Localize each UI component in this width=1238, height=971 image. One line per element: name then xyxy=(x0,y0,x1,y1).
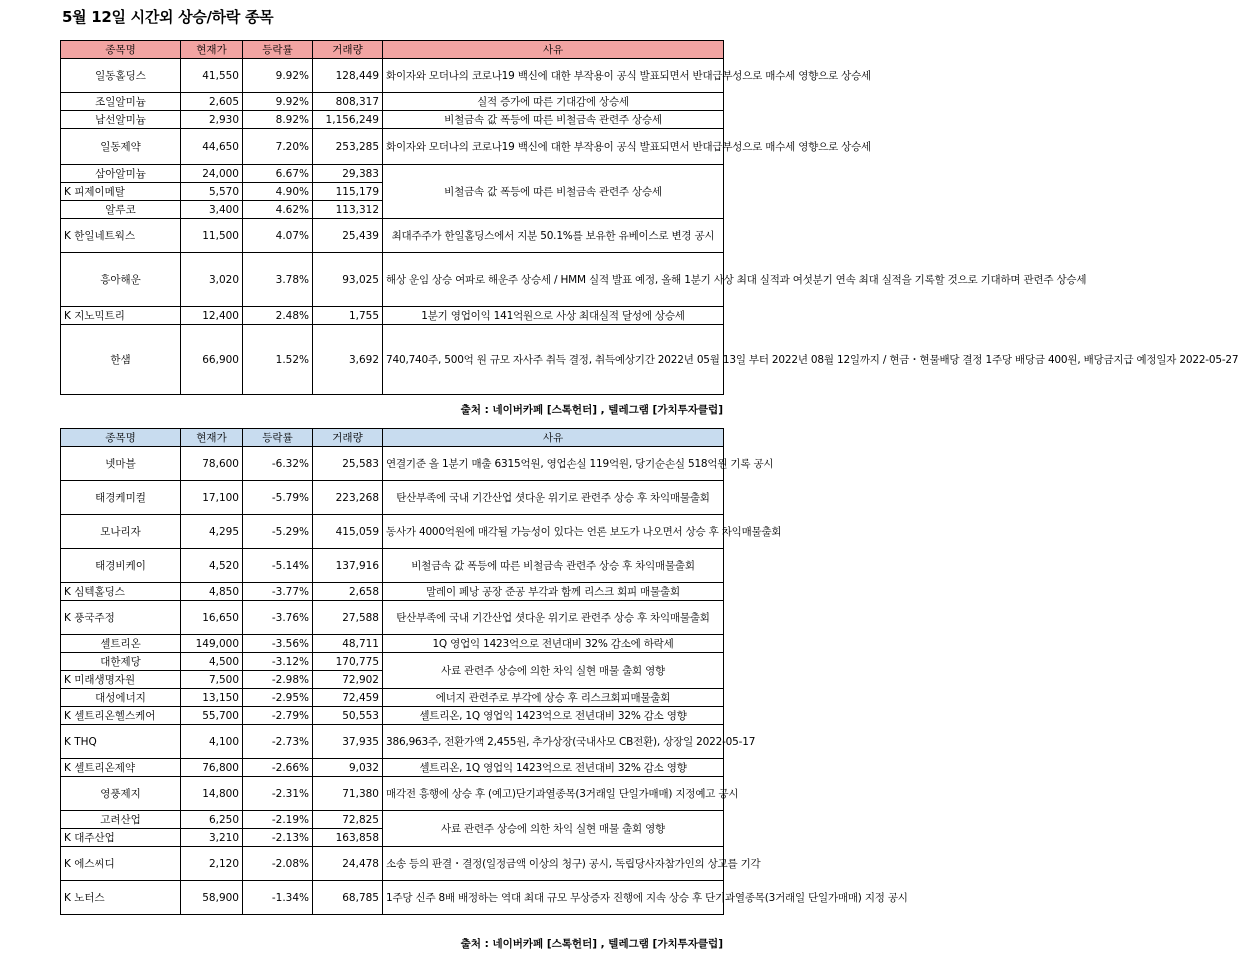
stock-rate: 1.52% xyxy=(243,325,313,395)
stock-price: 58,900 xyxy=(181,881,243,915)
stock-rate: -2.95% xyxy=(243,689,313,707)
stock-rate: 9.92% xyxy=(243,93,313,111)
stock-name: K 셀트리온헬스케어 xyxy=(61,707,181,725)
stock-rate: 3.78% xyxy=(243,253,313,307)
table-row xyxy=(61,219,724,253)
stock-volume: 2,658 xyxy=(313,583,383,601)
stock-volume: 71,380 xyxy=(313,777,383,811)
table-row xyxy=(61,93,724,111)
stock-rate: 7.20% xyxy=(243,129,313,165)
stock-rate: -2.73% xyxy=(243,725,313,759)
stock-rate: -3.12% xyxy=(243,653,313,671)
stock-rate: -3.77% xyxy=(243,583,313,601)
stock-price: 4,295 xyxy=(181,515,243,549)
source-credit: 출처 : 네이버카페 [스톡헌터] , 텔레그램 [가치투자클럽] xyxy=(460,404,723,416)
table-row xyxy=(61,601,724,635)
stock-name: 일동제약 xyxy=(61,129,181,165)
table-row xyxy=(61,165,724,183)
stock-price: 4,500 xyxy=(181,653,243,671)
table-row xyxy=(61,481,724,515)
stock-price: 3,020 xyxy=(181,253,243,307)
stock-name: K 한일네트웍스 xyxy=(61,219,181,253)
stock-price: 44,650 xyxy=(181,129,243,165)
stock-volume: 48,711 xyxy=(313,635,383,653)
stock-rate: -5.29% xyxy=(243,515,313,549)
stock-rate: -3.56% xyxy=(243,635,313,653)
source-credit: 출처 : 네이버카페 [스톡헌터] , 텔레그램 [가치투자클럽] xyxy=(460,938,723,950)
stock-price: 12,400 xyxy=(181,307,243,325)
stock-volume: 27,588 xyxy=(313,601,383,635)
table-row xyxy=(61,583,724,601)
stock-rate: 9.92% xyxy=(243,59,313,93)
stock-reason: 1주당 신주 8배 배정하는 역대 최대 규모 무상증자 진행에 지속 상승 후 단기과열종목(3거래일 단일가매매) 지정 공시 xyxy=(383,881,724,915)
stock-name: 태경케미컬 xyxy=(61,481,181,515)
header-reason: 사유 xyxy=(383,41,724,59)
table-row xyxy=(61,707,724,725)
stock-reason: 실적 증가에 따른 기대감에 상승세 xyxy=(383,93,724,111)
stock-name: 모나리자 xyxy=(61,515,181,549)
stock-price: 16,650 xyxy=(181,601,243,635)
stock-reason: 해상 운임 상승 여파로 해운주 상승세 / HMM 실적 발표 예정, 올해 1분기 사상 최대 실적과 여섯분기 연속 최대 실적을 기록할 것으로 기대하며 관련주 상승세 xyxy=(383,253,724,307)
stock-reason: 비철금속 값 폭등에 따른 비철금속 관련주 상승세 xyxy=(383,111,724,129)
stock-volume: 68,785 xyxy=(313,881,383,915)
stock-volume: 415,059 xyxy=(313,515,383,549)
stock-volume: 808,317 xyxy=(313,93,383,111)
stock-reason: 매각전 흥행에 상승 후 (예고)단기과열종목(3거래일 단일가매매) 지정예고 공시 xyxy=(383,777,724,811)
table-row xyxy=(61,325,724,395)
stock-reason: 탄산부족에 국내 기간산업 셧다운 위기로 관련주 상승 후 차익매물출회 xyxy=(383,481,724,515)
stock-reason: 최대주주가 한일홀딩스에서 지분 50.1%를 보유한 유베이스로 변경 공시 xyxy=(383,219,724,253)
stock-price: 11,500 xyxy=(181,219,243,253)
stock-name: 태경비케이 xyxy=(61,549,181,583)
stock-price: 14,800 xyxy=(181,777,243,811)
table-row xyxy=(61,811,724,829)
table-row xyxy=(61,515,724,549)
table-row xyxy=(61,447,724,481)
stock-name: 대성에너지 xyxy=(61,689,181,707)
table-row xyxy=(61,725,724,759)
rise-table xyxy=(60,40,1238,395)
stock-rate: -5.14% xyxy=(243,549,313,583)
stock-reason: 말레이 페낭 공장 준공 부각과 함께 리스크 회피 매물출회 xyxy=(383,583,724,601)
stock-name: K 대주산업 xyxy=(61,829,181,847)
stock-price: 7,500 xyxy=(181,671,243,689)
stock-rate: -1.34% xyxy=(243,881,313,915)
stock-reason: 비철금속 값 폭등에 따른 비철금속 관련주 상승세 xyxy=(383,165,724,219)
stock-reason: 에너지 관련주로 부각에 상승 후 리스크회피매물출회 xyxy=(383,689,724,707)
stock-price: 2,930 xyxy=(181,111,243,129)
stock-rate: -2.31% xyxy=(243,777,313,811)
stock-price: 2,605 xyxy=(181,93,243,111)
stock-reason: 386,963주, 전환가액 2,455원, 추가상장(국내사모 CB전환), 상장일 2022-05-17 xyxy=(383,725,724,759)
table-row xyxy=(61,777,724,811)
stock-name: K 에스씨디 xyxy=(61,847,181,881)
stock-name: K THQ xyxy=(61,725,181,759)
stock-volume: 25,439 xyxy=(313,219,383,253)
header-reason: 사유 xyxy=(383,429,724,447)
stock-rate: 6.67% xyxy=(243,165,313,183)
stock-volume: 170,775 xyxy=(313,653,383,671)
stock-price: 78,600 xyxy=(181,447,243,481)
stock-volume: 113,312 xyxy=(313,201,383,219)
stock-rate: -2.79% xyxy=(243,707,313,725)
header-price: 현재가 xyxy=(181,429,243,447)
rise-header-row xyxy=(61,41,724,59)
table-row xyxy=(61,549,724,583)
header-rate: 등락률 xyxy=(243,41,313,59)
table-row xyxy=(61,847,724,881)
table-row xyxy=(61,59,724,93)
stock-volume: 1,156,249 xyxy=(313,111,383,129)
stock-price: 2,120 xyxy=(181,847,243,881)
stock-name: 셀트리온 xyxy=(61,635,181,653)
table-row xyxy=(61,653,724,671)
stock-volume: 93,025 xyxy=(313,253,383,307)
stock-volume: 29,383 xyxy=(313,165,383,183)
header-name: 종목명 xyxy=(61,429,181,447)
stock-reason: 셀트리온, 1Q 영업익 1423억으로 전년대비 32% 감소 영향 xyxy=(383,759,724,777)
header-price: 현재가 xyxy=(181,41,243,59)
stock-rate: 2.48% xyxy=(243,307,313,325)
stock-name: 삼아알미늄 xyxy=(61,165,181,183)
header-name: 종목명 xyxy=(61,41,181,59)
stock-rate: 8.92% xyxy=(243,111,313,129)
stock-rate: -2.98% xyxy=(243,671,313,689)
stock-rate: -3.76% xyxy=(243,601,313,635)
table-row xyxy=(61,111,724,129)
stock-volume: 115,179 xyxy=(313,183,383,201)
stock-volume: 128,449 xyxy=(313,59,383,93)
fall-header-row xyxy=(61,429,724,447)
stock-reason: 연결기준 올 1분기 매출 6315억원, 영업손실 119억원, 당기순손실 518억원 기록 공시 xyxy=(383,447,724,481)
header-volume: 거래량 xyxy=(313,41,383,59)
stock-price: 24,000 xyxy=(181,165,243,183)
stock-name: 고려산업 xyxy=(61,811,181,829)
fall-table xyxy=(60,428,908,915)
stock-volume: 253,285 xyxy=(313,129,383,165)
stock-name: 조일알미늄 xyxy=(61,93,181,111)
stock-volume: 163,858 xyxy=(313,829,383,847)
stock-price: 66,900 xyxy=(181,325,243,395)
stock-price: 4,850 xyxy=(181,583,243,601)
stock-price: 149,000 xyxy=(181,635,243,653)
stock-name: 흥아해운 xyxy=(61,253,181,307)
stock-name: 대한제당 xyxy=(61,653,181,671)
stock-price: 6,250 xyxy=(181,811,243,829)
stock-volume: 137,916 xyxy=(313,549,383,583)
stock-name: 일동홀딩스 xyxy=(61,59,181,93)
stock-reason: 화이자와 모더나의 코로나19 백신에 대한 부작용이 공식 발표되면서 반대급부성으로 매수세 영향으로 상승세 xyxy=(383,129,724,165)
stock-volume: 72,902 xyxy=(313,671,383,689)
stock-price: 55,700 xyxy=(181,707,243,725)
stock-rate: 4.07% xyxy=(243,219,313,253)
stock-volume: 223,268 xyxy=(313,481,383,515)
stock-volume: 72,825 xyxy=(313,811,383,829)
stock-price: 41,550 xyxy=(181,59,243,93)
stock-rate: -2.13% xyxy=(243,829,313,847)
stock-name: 한샘 xyxy=(61,325,181,395)
table-row xyxy=(61,881,724,915)
stock-name: K 지노믹트리 xyxy=(61,307,181,325)
stock-rate: -6.32% xyxy=(243,447,313,481)
stock-reason: 1분기 영업이익 141억원으로 사상 최대실적 달성에 상승세 xyxy=(383,307,724,325)
stock-rate: 4.90% xyxy=(243,183,313,201)
stock-price: 3,210 xyxy=(181,829,243,847)
stock-price: 3,400 xyxy=(181,201,243,219)
table-row xyxy=(61,307,724,325)
stock-reason: 동사가 4000억원에 매각될 가능성이 있다는 언론 보도가 나오면서 상승 후 차익매물출회 xyxy=(383,515,724,549)
table-row xyxy=(61,635,724,653)
header-volume: 거래량 xyxy=(313,429,383,447)
stock-name: K 미래생명자원 xyxy=(61,671,181,689)
stock-volume: 9,032 xyxy=(313,759,383,777)
stock-reason: 1Q 영업익 1423억으로 전년대비 32% 감소에 하락세 xyxy=(383,635,724,653)
stock-reason: 사료 관련주 상승에 의한 차익 실현 매물 출회 영향 xyxy=(383,653,724,689)
stock-name: 남선알미늄 xyxy=(61,111,181,129)
stock-price: 76,800 xyxy=(181,759,243,777)
stock-rate: -2.66% xyxy=(243,759,313,777)
stock-volume: 50,553 xyxy=(313,707,383,725)
stock-reason: 소송 등의 판결・결정(일정금액 이상의 청구) 공시, 독립당사자참가인의 상고를 기각 xyxy=(383,847,724,881)
stock-price: 5,570 xyxy=(181,183,243,201)
stock-name: K 풍국주정 xyxy=(61,601,181,635)
stock-name: K 심텍홀딩스 xyxy=(61,583,181,601)
stock-price: 17,100 xyxy=(181,481,243,515)
stock-volume: 24,478 xyxy=(313,847,383,881)
stock-volume: 25,583 xyxy=(313,447,383,481)
stock-name: K 셀트리온제약 xyxy=(61,759,181,777)
stock-reason: 비철금속 값 폭등에 따른 비철금속 관련주 상승 후 차익매물출회 xyxy=(383,549,724,583)
table-row xyxy=(61,689,724,707)
stock-volume: 3,692 xyxy=(313,325,383,395)
stock-rate: -2.08% xyxy=(243,847,313,881)
table-row xyxy=(61,253,724,307)
stock-price: 13,150 xyxy=(181,689,243,707)
stock-volume: 72,459 xyxy=(313,689,383,707)
stock-name: 넷마블 xyxy=(61,447,181,481)
stock-reason: 사료 관련주 상승에 의한 차익 실현 매물 출회 영향 xyxy=(383,811,724,847)
stock-reason: 화이자와 모더나의 코로나19 백신에 대한 부작용이 공식 발표되면서 반대급부성으로 매수세 영향으로 상승세 xyxy=(383,59,724,93)
stock-reason: 740,740주, 500억 원 규모 자사주 취득 결정, 취득예상기간 2022년 05월 13일 부터 2022년 08월 12일까지 / 현금・현물배당 결정 1주당 배당금 400원, 배당금지급 예정일자 2022-05-27 xyxy=(383,325,724,395)
table-row xyxy=(61,759,724,777)
header-rate: 등락률 xyxy=(243,429,313,447)
page-title: 5월 12일 시간외 상승/하락 종목 xyxy=(62,8,274,26)
stock-name: 알루코 xyxy=(61,201,181,219)
stock-name: 영풍제지 xyxy=(61,777,181,811)
stock-volume: 1,755 xyxy=(313,307,383,325)
stock-price: 4,520 xyxy=(181,549,243,583)
stock-price: 4,100 xyxy=(181,725,243,759)
stock-reason: 셀트리온, 1Q 영업익 1423억으로 전년대비 32% 감소 영향 xyxy=(383,707,724,725)
table-row xyxy=(61,129,724,165)
stock-rate: -5.79% xyxy=(243,481,313,515)
stock-name: K 노터스 xyxy=(61,881,181,915)
stock-volume: 37,935 xyxy=(313,725,383,759)
stock-rate: 4.62% xyxy=(243,201,313,219)
stock-rate: -2.19% xyxy=(243,811,313,829)
stock-reason: 탄산부족에 국내 기간산업 셧다운 위기로 관련주 상승 후 차익매물출회 xyxy=(383,601,724,635)
stock-name: K 피제이메탈 xyxy=(61,183,181,201)
